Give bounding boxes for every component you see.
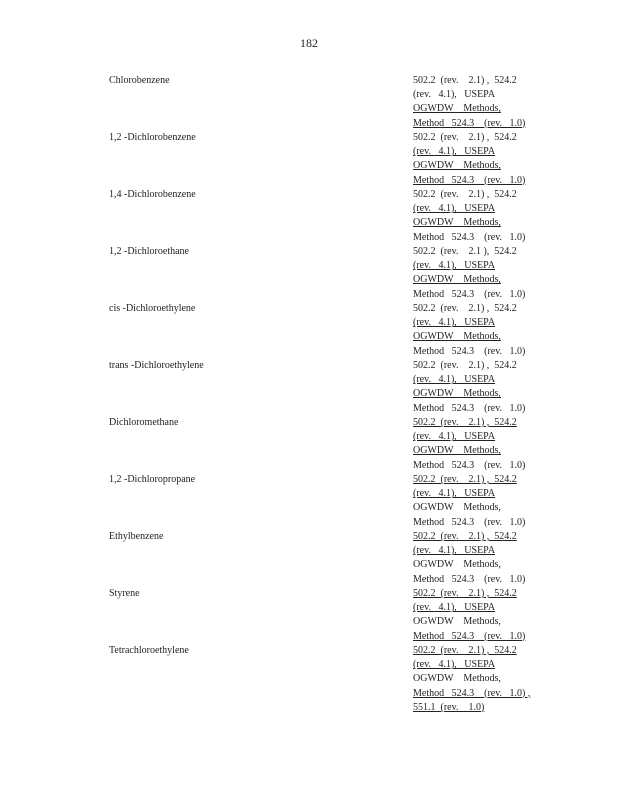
table-row <box>0 74 618 131</box>
method-line: OGWDW Methods, <box>413 274 501 286</box>
analyte-name: Tetrachloroethylene <box>109 645 189 656</box>
table-row <box>0 587 618 644</box>
method-line: 502.2 (rev. 2.1) , 524.2 <box>413 588 517 599</box>
method-line: Method 524.3 (rev. 1.0) <box>413 231 526 243</box>
method-line: (rev. 4.1), USEPA <box>413 488 496 500</box>
method-line: (rev. 4.1), USEPA <box>413 146 496 158</box>
analyte-name: trans -Dichloroethylene <box>109 360 204 371</box>
method-line: (rev. 4.1), USEPA <box>413 89 496 101</box>
method-line: OGWDW Methods, <box>413 331 501 343</box>
method-line: OGWDW Methods, <box>413 103 501 115</box>
table-row <box>0 245 618 302</box>
method-line: Method 524.3 (rev. 1.0) <box>413 516 526 528</box>
method-line: Method 524.3 (rev. 1.0) <box>413 573 526 585</box>
analyte-name: 1,2 -Dichloroethane <box>109 246 189 257</box>
method-line: Method 524.3 (rev. 1.0) <box>413 459 526 471</box>
method-line: (rev. 4.1), USEPA <box>413 431 496 443</box>
analyte-name: cis -Dichloroethylene <box>109 303 196 314</box>
method-references <box>413 131 533 188</box>
method-line: OGWDW Methods, <box>413 388 501 400</box>
method-line: 551.1 (rev. 1.0) <box>413 701 485 713</box>
method-line: OGWDW Methods, <box>413 160 501 172</box>
method-references <box>413 245 533 302</box>
method-references <box>413 644 533 715</box>
analyte-name: Ethylbenzene <box>109 531 164 542</box>
method-line: OGWDW Methods, <box>413 445 501 457</box>
method-line: Method 524.3 (rev. 1.0) <box>413 630 526 642</box>
method-references <box>413 416 533 473</box>
method-line: (rev. 4.1), USEPA <box>413 545 496 557</box>
table-row <box>0 530 618 587</box>
method-references <box>413 302 533 359</box>
method-line: 502.2 (rev. 2.1) , 524.2 <box>413 360 517 371</box>
table-row <box>0 416 618 473</box>
method-line: 502.2 (rev. 2.1) , 524.2 <box>413 474 517 485</box>
method-line: OGWDW Methods, <box>413 616 501 628</box>
method-line: 502.2 (rev. 2.1) , 524.2 <box>413 417 517 428</box>
method-references <box>413 530 533 587</box>
method-line: 502.2 (rev. 2.1) , 524.2 <box>413 75 517 86</box>
analyte-name: 1,4 -Dichlorobenzene <box>109 189 196 200</box>
analyte-name: 1,2 -Dichlorobenzene <box>109 132 196 143</box>
method-table <box>0 74 618 713</box>
method-line: (rev. 4.1), USEPA <box>413 374 496 386</box>
method-line: (rev. 4.1), USEPA <box>413 602 496 614</box>
table-row <box>0 644 618 713</box>
analyte-name: Styrene <box>109 588 140 599</box>
method-line: Method 524.3 (rev. 1.0) <box>413 174 526 186</box>
table-row <box>0 302 618 359</box>
method-line: (rev. 4.1), USEPA <box>413 317 496 329</box>
method-line: OGWDW Methods, <box>413 673 501 685</box>
method-line: 502.2 (rev. 2.1) , 524.2 <box>413 189 517 200</box>
method-line: (rev. 4.1), USEPA <box>413 203 496 215</box>
method-line: Method 524.3 (rev. 1.0) <box>413 402 526 414</box>
table-row <box>0 359 618 416</box>
method-line: Method 524.3 (rev. 1.0) <box>413 117 526 129</box>
method-references <box>413 359 533 416</box>
method-line: (rev. 4.1), USEPA <box>413 260 496 272</box>
method-line: (rev. 4.1), USEPA <box>413 659 496 671</box>
method-line: 502.2 (rev. 2.1 ), 524.2 <box>413 246 517 257</box>
method-line: OGWDW Methods, <box>413 502 501 514</box>
table-row <box>0 473 618 530</box>
analyte-name: Chlorobenzene <box>109 75 170 86</box>
method-line: 502.2 (rev. 2.1) , 524.2 <box>413 531 517 542</box>
method-references <box>413 74 533 131</box>
method-line: 502.2 (rev. 2.1) , 524.2 <box>413 303 517 314</box>
table-row <box>0 131 618 188</box>
analyte-name: 1,2 -Dichloropropane <box>109 474 196 485</box>
method-line: 502.2 (rev. 2.1) , 524.2 <box>413 132 517 143</box>
page-number: 182 <box>300 36 318 50</box>
method-line: Method 524.3 (rev. 1.0) , <box>413 687 531 699</box>
method-line: Method 524.3 (rev. 1.0) <box>413 288 526 300</box>
method-references <box>413 188 533 245</box>
method-line: OGWDW Methods, <box>413 217 501 229</box>
method-line: 502.2 (rev. 2.1) , 524.2 <box>413 645 517 656</box>
analyte-name: Dichloromethane <box>109 417 179 428</box>
method-line: Method 524.3 (rev. 1.0) <box>413 345 526 357</box>
method-references <box>413 587 533 644</box>
table-row <box>0 188 618 245</box>
method-references <box>413 473 533 530</box>
method-line: OGWDW Methods, <box>413 559 501 571</box>
